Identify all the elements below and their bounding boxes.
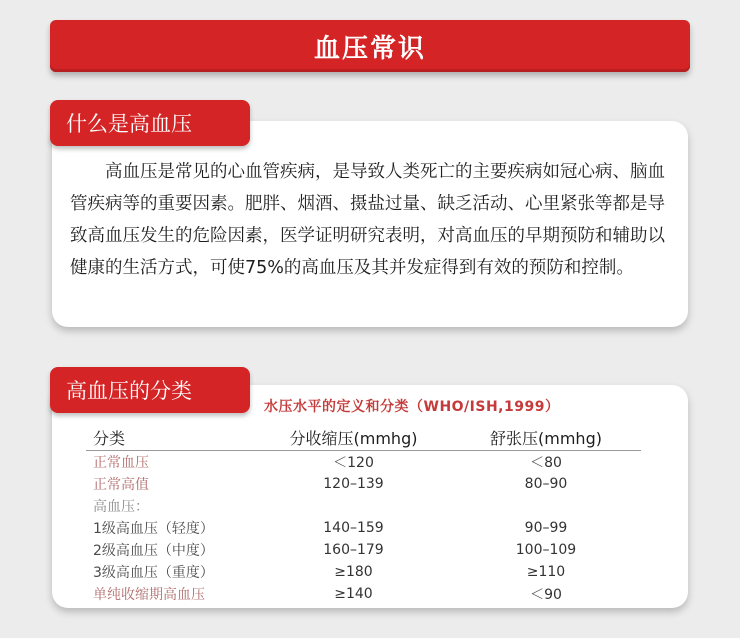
row-category: 3级高血压（重度） (93, 565, 214, 581)
table-caption: 水压水平的定义和分类（WHO/ISH,1999） (264, 399, 560, 415)
row-systolic: 140–159 (323, 520, 384, 536)
row-diastolic: 90–99 (524, 520, 568, 536)
page-title: 血压常识 (313, 33, 426, 64)
row-diastolic: ≥110 (526, 564, 566, 580)
row-category: 单纯收缩期高血压 (93, 587, 205, 603)
page-banner (50, 20, 690, 72)
row-category: 高血压： (93, 499, 149, 515)
intro-paragraph: 高血压是常见的心血管疾病，是导致人类死亡的主要疾病如冠心病、脑血管疾病等的重要因素。肥胖、烟酒、摄盐过量、缺乏活动、心里紧张等都是导致高血压发生的危险因素，医学证明研究表明，对高血压的早期预防和辅助以健康的生活方式，可使75%的高血压及其并发症得到有效的预防和控制。 (70, 162, 665, 278)
section-title: 高血压的分类 (66, 379, 192, 403)
row-systolic: 120–139 (323, 476, 384, 492)
row-systolic: ≥140 (334, 586, 373, 602)
section-title: 什么是高血压 (66, 112, 192, 136)
table-header-row (86, 426, 641, 451)
row-diastolic: ＜80 (530, 455, 562, 471)
table-row (86, 473, 641, 495)
header-systolic: 分收缩压(mmhg) (256, 426, 451, 451)
row-category: 2级高血压（中度） (93, 543, 214, 559)
section-tab-what-is-hypertension (50, 100, 250, 146)
blood-pressure-table (86, 426, 641, 605)
row-category: 正常血压 (93, 455, 149, 471)
row-systolic: 160–179 (323, 542, 384, 558)
row-systolic: ＜120 (333, 455, 374, 471)
row-diastolic: 100–109 (515, 542, 577, 558)
row-diastolic (451, 495, 641, 517)
table-row (86, 583, 641, 605)
row-systolic: ≥180 (334, 564, 373, 580)
table-row (86, 495, 641, 517)
section-tab-classification (50, 367, 250, 413)
row-category: 正常高值 (93, 477, 149, 493)
row-diastolic: 80–90 (524, 476, 568, 492)
row-diastolic: ＜90 (530, 587, 562, 603)
header-diastolic: 舒张压(mmhg) (451, 426, 641, 451)
row-systolic (256, 495, 451, 517)
table-row (86, 451, 641, 474)
row-category: 1级高血压（轻度） (93, 521, 214, 537)
table-row (86, 517, 641, 539)
header-category: 分类 (86, 426, 256, 451)
table-row (86, 539, 641, 561)
table-row (86, 561, 641, 583)
